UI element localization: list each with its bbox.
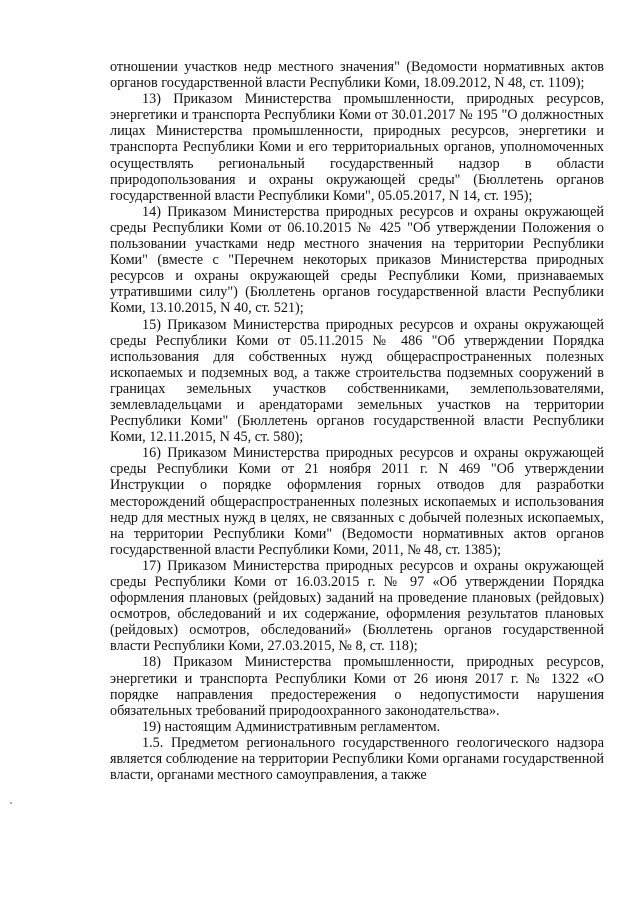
paragraph-section-1-5: 1.5. Предметом регионального государственного геологического надзора является соблюдение на территории Республики Коми органами государственной власти, органами местного самоуправления, а также — [110, 734, 604, 784]
paragraph-continuation: отношении участков недр местного значения" (Ведомости нормативных актов органов государственной власти Республики Коми, 18.09.2012, N 48, ст. 1109); — [110, 59, 604, 92]
paragraph-item-19: 19) настоящим Административным регламентом. — [142, 718, 441, 735]
paragraph-item-16: 16) Приказом Министерства природных ресурсов и охраны окружающей среды Республики Коми от 21 ноября 2011 г. N 469 "Об утверждении Инструкции о порядке оформления горных отводов для разработки месторождений общераспространенных полезных ископаемых и использования недр для местных нужд в целях, не связанных с добычей полезных ископаемых, на территории Республики Коми" (Ведомости нормативных актов органов государственной власти Республики Коми, 2011, № 48, ст. 1385); — [110, 445, 604, 558]
paragraph-item-15: 15) Приказом Министерства природных ресурсов и охраны окружающей среды Республики Коми от 05.11.2015 № 486 "Об утверждении Порядка использования для собственных нужд общераспространенных полезных ископаемых и подземных вод, а также строительства подземных сооружений в границах земельных участков собственниками, землепользователями, землевладельцами и арендаторами земельных участков на территории Республики Коми" (Бюллетень органов государственной власти Республики Коми, 12.11.2015, N 45, ст. 580); — [110, 316, 604, 446]
scan-speck — [10, 802, 12, 804]
paragraph-item-13: 13) Приказом Министерства промышленности, природных ресурсов, энергетики и транспорта Республики Коми от 30.01.2017 № 195 "О должностных лицах Министерства промышленности, природных ресурсов, энергетики и транспорта Республики Коми и его территориальных органов, уполномоченных осуществлять региональный государственный надзор в области природопользования и охраны окружающей среды" (Бюллетень органов государственной власти Республики Коми", 05.05.2017, N 14, ст. 195); — [110, 91, 604, 204]
paragraph-item-18: 18) Приказом Министерства промышленности, природных ресурсов, энергетики и транспорта Республики Коми от 26 июня 2017 г. № 1322 «О порядке направления предостережения о недопустимости нарушения обязательных требований природоохранного законодательства». — [110, 654, 604, 719]
paragraph-item-14: 14) Приказом Министерства природных ресурсов и охраны окружающей среды Республики Коми от 06.10.2015 № 425 "Об утверждении Положения о пользовании участками недр местного значения на территории Республики Коми" (вместе с "Перечнем некоторых приказов Министерства природных ресурсов и охраны окружающей среды Республики Коми, признаваемых утратившими силу") (Бюллетень органов государственной власти Республики Коми, 13.10.2015, N 40, ст. 521); — [110, 203, 604, 317]
paragraph-item-17: 17) Приказом Министерства природных ресурсов и охраны окружающей среды Республики Коми от 16.03.2015 г. № 97 «Об утверждении Порядка оформления плановых (рейдовых) заданий на проведение плановых (рейдовых) осмотров, обследований и их содержание, оформления результатов плановых (рейдовых) осмотров, обследований» (Бюллетень органов государственной власти Республики Коми, 27.03.2015, № 8, ст. 118); — [110, 557, 604, 655]
